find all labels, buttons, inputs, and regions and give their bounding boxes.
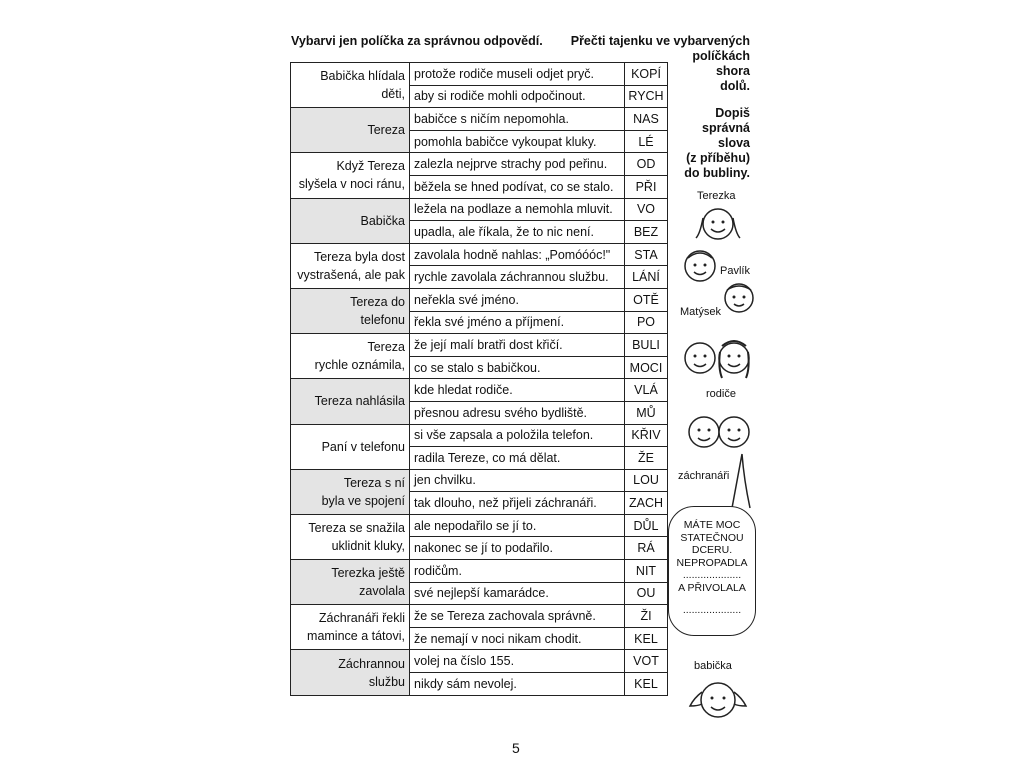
option-text[interactable]: přesnou adresu svého bydliště.	[410, 401, 625, 424]
label-matysek: Matýsek	[680, 306, 721, 318]
pavlik-face-icon	[682, 248, 720, 284]
bubble-blank-1[interactable]: ....................	[682, 569, 742, 581]
label-zachranari: záchranáři	[678, 470, 730, 482]
option-code[interactable]: DŮL	[625, 514, 668, 537]
option-text[interactable]: že nemají v noci nikam chodit.	[410, 627, 625, 650]
option-code[interactable]: OU	[625, 582, 668, 605]
instruction-line: do bubliny.	[684, 166, 750, 180]
option-code[interactable]: LOU	[625, 469, 668, 492]
subject-line: Když Tereza	[336, 159, 405, 174]
subject-line: mamince a tátovi,	[307, 629, 405, 644]
subject-line: uklidnit kluky,	[331, 538, 405, 553]
option-text[interactable]: si vše zapsala a položila telefon.	[410, 424, 625, 447]
option-text[interactable]: nikdy sám nevolej.	[410, 673, 625, 696]
option-text[interactable]: ležela na podlaze a nemohla mluvit.	[410, 198, 625, 221]
option-code[interactable]: NIT	[625, 560, 668, 583]
babicka-face-icon	[684, 676, 752, 722]
option-code[interactable]: MOCI	[625, 356, 668, 379]
option-code[interactable]: VLÁ	[625, 379, 668, 402]
subject-line: byla ve spojení	[321, 493, 405, 508]
bubble-line: NEPROPADLA	[676, 556, 748, 569]
bubble-line: STATEČNOU	[680, 531, 744, 544]
option-code[interactable]: LÉ	[625, 130, 668, 153]
option-text[interactable]: nakonec se jí to podařilo.	[410, 537, 625, 560]
label-pavlik: Pavlík	[720, 265, 750, 277]
exercise-table	[290, 62, 668, 696]
subject-line: děti,	[381, 87, 405, 102]
option-code[interactable]: BEZ	[625, 221, 668, 244]
instruction-line: dolů.	[720, 79, 750, 93]
subject-line: slyšela v noci ránu,	[298, 177, 405, 192]
subject-line: Tereza s ní	[343, 475, 405, 490]
option-text[interactable]: své nejlepší kamarádce.	[410, 582, 625, 605]
bubble-line: A PŘIVOLALA	[678, 581, 746, 594]
subject-line: službu	[368, 674, 405, 689]
subject-line: Tereza nahlásila	[314, 394, 405, 409]
subject-line: vystrašená, ale pak	[297, 267, 405, 282]
option-code[interactable]: KOPÍ	[625, 63, 668, 86]
option-text[interactable]: že se Tereza zachovala správně.	[410, 605, 625, 628]
option-text[interactable]: jen chvilku.	[410, 469, 625, 492]
instruction-right-bottom	[660, 106, 750, 181]
option-text[interactable]: co se stalo s babičkou.	[410, 356, 625, 379]
bubble-line: DCERU.	[691, 544, 733, 556]
option-text[interactable]: radila Tereze, co má dělat.	[410, 447, 625, 470]
bubble-line: MÁTE MOC	[683, 519, 741, 531]
speech-bubble	[668, 506, 756, 636]
option-code[interactable]: VOT	[625, 650, 668, 673]
option-text[interactable]: volej na číslo 155.	[410, 650, 625, 673]
option-code[interactable]: KEL	[625, 627, 668, 650]
instruction-line: Dopiš	[715, 106, 750, 120]
subject-line: Terezka ještě	[331, 566, 405, 581]
option-code[interactable]: PO	[625, 311, 668, 334]
subject-line: Záchrannou	[338, 656, 405, 671]
row-subject	[291, 108, 410, 153]
option-code[interactable]: NAS	[625, 108, 668, 131]
subject-line: Babička	[360, 213, 405, 228]
page-number: 5	[512, 740, 520, 756]
instruction-line: políčkách	[692, 49, 750, 63]
row-subject	[291, 424, 410, 469]
subject-line: telefonu	[360, 313, 405, 328]
option-text[interactable]: babičce s ničím nepomohla.	[410, 108, 625, 131]
option-text[interactable]: protože rodiče museli odjet pryč.	[410, 63, 625, 86]
option-text[interactable]: ale nepodařilo se jí to.	[410, 514, 625, 537]
option-code[interactable]: VO	[625, 198, 668, 221]
option-text[interactable]: rodičům.	[410, 560, 625, 583]
option-text[interactable]: běžela se hned podívat, co se stalo.	[410, 175, 625, 198]
row-subject	[291, 288, 410, 333]
row-subject	[291, 469, 410, 514]
option-code[interactable]: RÁ	[625, 537, 668, 560]
option-text[interactable]: tak dlouho, než přijeli záchranáři.	[410, 492, 625, 515]
subject-line: Tereza do	[350, 295, 405, 310]
option-text[interactable]: řekla své jméno a příjmení.	[410, 311, 625, 334]
row-subject	[291, 334, 410, 379]
row-subject	[291, 379, 410, 424]
bubble-blank-2[interactable]: ....................	[682, 604, 742, 616]
option-code[interactable]: MŮ	[625, 401, 668, 424]
row-subject	[291, 198, 410, 243]
subject-line: Tereza byla dost	[313, 249, 405, 264]
option-text[interactable]: neřekla své jméno.	[410, 288, 625, 311]
instruction-line: shora	[715, 64, 750, 78]
row-subject	[291, 605, 410, 650]
option-code[interactable]: ZACH	[625, 492, 668, 515]
option-text[interactable]: kde hledat rodiče.	[410, 379, 625, 402]
instruction-left: Vybarvi jen políčka za správnou odpovědí.	[291, 34, 543, 48]
row-subject	[291, 560, 410, 605]
label-terezka: Terezka	[697, 190, 736, 202]
option-text[interactable]: aby si rodiče mohli odpočinout.	[410, 85, 625, 108]
option-code[interactable]: ŽE	[625, 447, 668, 470]
option-code[interactable]: OD	[625, 153, 668, 176]
label-rodice: rodiče	[706, 388, 736, 400]
option-code[interactable]: KEL	[625, 673, 668, 696]
parents-faces-icon	[682, 334, 754, 384]
option-text[interactable]: pomohla babičce vykoupat kluky.	[410, 130, 625, 153]
option-code[interactable]: PŘI	[625, 175, 668, 198]
instruction-line: (z příběhu)	[686, 151, 750, 165]
instruction-line: slova	[718, 136, 750, 150]
speech-tail-icon	[728, 452, 752, 510]
option-text[interactable]: zalezla nejprve strachy pod peřinu.	[410, 153, 625, 176]
row-subject	[291, 514, 410, 559]
subject-line: Tereza	[367, 123, 405, 138]
subject-line: rychle oznámila,	[314, 358, 405, 373]
label-babicka: babička	[694, 660, 732, 672]
option-code[interactable]: BULI	[625, 334, 668, 357]
option-text[interactable]: upadla, ale říkala, že to nic není.	[410, 221, 625, 244]
subject-line: Paní v telefonu	[321, 439, 405, 454]
option-code[interactable]: OTĚ	[625, 288, 668, 311]
subject-line: zavolala	[359, 584, 405, 599]
row-subject	[291, 650, 410, 695]
option-text[interactable]: rychle zavolala záchrannou službu.	[410, 266, 625, 289]
rescuers-faces-icon	[684, 408, 756, 456]
option-code[interactable]: ŽI	[625, 605, 668, 628]
terezka-face-icon	[694, 204, 744, 246]
option-code[interactable]: STA	[625, 243, 668, 266]
option-text[interactable]: zavolala hodně nahlas: „Pomóóóc!"	[410, 243, 625, 266]
subject-line: Tereza se snažila	[308, 520, 405, 535]
instruction-line: Přečti tajenku ve vybarvených	[570, 34, 750, 48]
subject-line: Tereza	[367, 340, 405, 355]
option-code[interactable]: LÁNÍ	[625, 266, 668, 289]
option-text[interactable]: že její malí bratři dost křičí.	[410, 334, 625, 357]
instruction-line: správná	[702, 121, 750, 135]
row-subject	[291, 243, 410, 288]
row-subject	[291, 63, 410, 108]
matysek-face-icon	[722, 280, 756, 316]
option-code[interactable]: RYCH	[625, 85, 668, 108]
row-subject	[291, 153, 410, 198]
subject-line: Záchranáři řekli	[318, 611, 405, 626]
option-code[interactable]: KŘIV	[625, 424, 668, 447]
subject-line: Babička hlídala	[320, 69, 405, 84]
